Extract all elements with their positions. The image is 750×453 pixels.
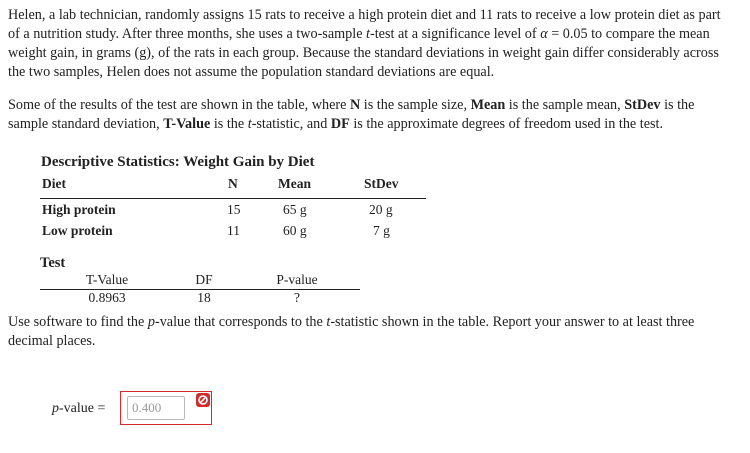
results-text: -statistic, and [251, 116, 331, 132]
term-stdev: StDev [624, 97, 661, 113]
results-text: is the sample mean, [505, 97, 625, 113]
row-n-high-protein: 15 [227, 202, 241, 217]
results-text: is the sample standard deviation, [8, 97, 695, 132]
italic-t: t [366, 26, 370, 42]
results-paragraph [8, 96, 733, 134]
italic-p: p [147, 314, 155, 330]
header-mean: Mean [278, 176, 311, 191]
value-tvalue: 0.8963 [88, 290, 126, 305]
question-paragraph [8, 313, 733, 351]
error-icon [196, 393, 210, 407]
row-stdev-high-protein: 20 g [369, 202, 393, 217]
header-n: N [228, 176, 238, 191]
italic-t: t [326, 314, 331, 330]
term-mean: Mean [470, 97, 506, 113]
p-value-input[interactable] [127, 396, 185, 420]
row-stdev-low-protein: 7 g [373, 223, 390, 238]
table-divider [40, 198, 426, 199]
row-diet-high-protein: High protein [42, 202, 116, 217]
term-tvalue: T-Value [163, 116, 211, 132]
intro-paragraph [8, 6, 733, 82]
results-text: is the sample size, [360, 97, 471, 113]
term-df: DF [330, 116, 350, 132]
answer-label-text: -value = [59, 401, 106, 416]
header-tvalue: T-Value [85, 272, 129, 287]
results-text: is the approximate degrees of freedom used in the test. [349, 116, 664, 132]
header-stdev: StDev [364, 176, 399, 191]
alpha-symbol: α [540, 26, 548, 42]
row-mean-low-protein: 60 g [283, 223, 307, 238]
intro-text: -test at a significance level of [370, 26, 541, 42]
header-df: DF [195, 272, 213, 287]
row-diet-low-protein: Low protein [42, 223, 113, 238]
header-pvalue: P-value [276, 272, 318, 287]
value-df: 18 [197, 290, 211, 305]
value-pvalue: ? [294, 290, 300, 305]
descriptive-stats-title: Descriptive Statistics: Weight Gain by Diet [41, 154, 315, 170]
row-mean-high-protein: 65 g [283, 202, 307, 217]
intro-text: = 0.05 to compare the mean weight gain, in grams (g), of the rats in each group. Because the standard deviations in weight gain differ considerably across the two samples, Helen does not assume the population standard deviations are equal. [8, 26, 719, 80]
results-text: is the [210, 116, 248, 132]
row-n-low-protein: 11 [227, 223, 240, 238]
question-text: -value that corresponds to the [154, 314, 327, 330]
test-title: Test [40, 255, 66, 271]
intro-text: Helen, a lab technician, randomly assigns 15 rats to receive a high protein diet and 11 rats to receive a low protein diet as part of a nutrition study. After three months, she uses a two-sample [8, 7, 721, 42]
term-n: N [349, 97, 361, 113]
question-text: Use software to find the [8, 314, 148, 330]
header-diet: Diet [42, 176, 66, 191]
answer-container [120, 391, 212, 425]
italic-p: p [52, 401, 59, 416]
results-text: Some of the results of the test are shown in the table, where [8, 97, 350, 113]
question-text: -statistic shown in the table. Report your answer to at least three decimal places. [8, 314, 695, 349]
answer-label [52, 401, 105, 417]
italic-t: t [247, 116, 252, 132]
